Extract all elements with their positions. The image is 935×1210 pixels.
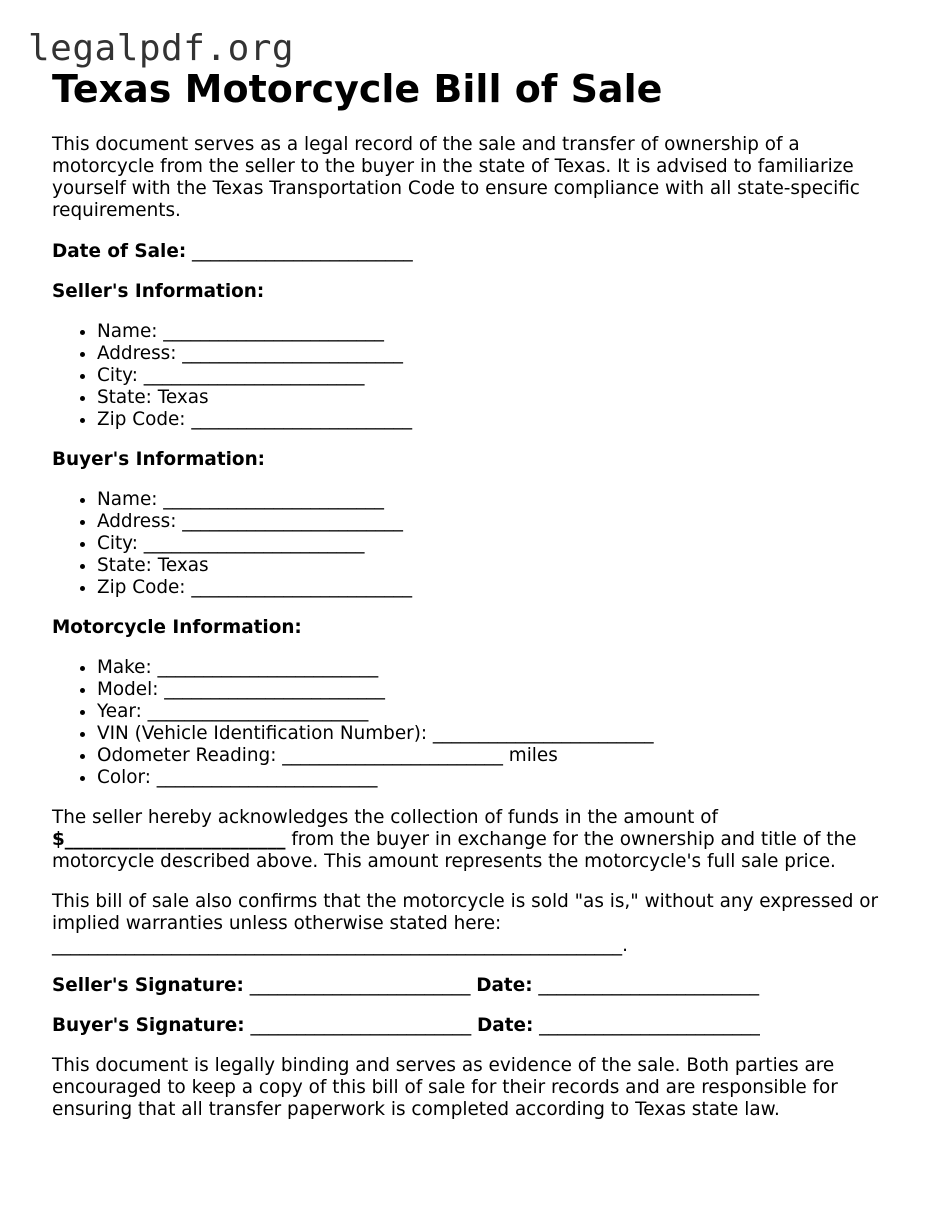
seller-info-list: [52, 321, 892, 431]
date-of-sale-blank: ________________________: [192, 241, 413, 262]
buyer-signature-label: Buyer's Signature:: [52, 1015, 245, 1036]
warranty-paragraph: [52, 891, 892, 957]
warranty-blank: ______________________________________________________________.: [52, 935, 628, 956]
list-item: • Address: ________________________: [97, 511, 892, 533]
seller-signature-label: Seller's Signature:: [52, 975, 244, 996]
list-item: • State: Texas: [97, 387, 892, 409]
buyer-signature-line: [52, 1015, 892, 1037]
list-item: • Model: ________________________: [97, 679, 892, 701]
date-of-sale: [52, 241, 892, 263]
date-of-sale-label: Date of Sale:: [52, 241, 187, 262]
buyer-date-label: Date:: [477, 1015, 534, 1036]
payment-rest: from the buyer in exchange for the ownership and title of the motorcycle described above. This amount represents the motorcycle's full sale price.: [52, 829, 857, 872]
seller-signature-blank: ________________________: [243, 975, 477, 996]
list-item: • Zip Code: ________________________: [97, 409, 892, 431]
list-item: • Odometer Reading: ________________________ miles: [97, 745, 892, 767]
seller-date-blank: ________________________: [532, 975, 760, 996]
payment-paragraph: [52, 807, 892, 873]
list-item: • State: Texas: [97, 555, 892, 577]
seller-signature-line: [52, 975, 892, 997]
list-item: • Year: ________________________: [97, 701, 892, 723]
buyer-date-blank: ________________________: [533, 1015, 760, 1036]
list-item: • Name: ________________________: [97, 321, 892, 343]
watermark: legalpdf.org: [28, 28, 295, 69]
warranty-text: This bill of sale also confirms that the motorcycle is sold "as is," without any expressed or implied warranties unless otherwise stated here:: [52, 891, 879, 934]
document-body: [52, 66, 892, 1121]
buyer-info-heading: Buyer's Information:: [52, 449, 266, 470]
list-item: • City: ________________________: [97, 533, 892, 555]
intro-paragraph: This document serves as a legal record of the sale and transfer of ownership of a motorcycle from the seller to the buyer in the state of Texas. It is advised to familiarize yourself with the Texas Transportation Code to ensure compliance with all state-specific requirements.: [52, 134, 860, 221]
list-item: • Color: ________________________: [97, 767, 892, 789]
seller-info-heading: Seller's Information:: [52, 281, 265, 302]
buyer-signature-blank: ________________________: [244, 1015, 478, 1036]
motorcycle-info-heading: Motorcycle Information:: [52, 617, 302, 638]
seller-date-label: Date:: [476, 975, 533, 996]
list-item: • Address: ________________________: [97, 343, 892, 365]
list-item: • Name: ________________________: [97, 489, 892, 511]
buyer-info-list: [52, 489, 892, 599]
motorcycle-info-list: [52, 657, 892, 789]
payment-amount-blank: $________________________: [52, 829, 286, 850]
list-item: • Zip Code: ________________________: [97, 577, 892, 599]
payment-lead: The seller hereby acknowledges the collection of funds in the amount of: [52, 807, 718, 828]
list-item: • VIN (Vehicle Identification Number): ________________________: [97, 723, 892, 745]
closing-paragraph: This document is legally binding and serves as evidence of the sale. Both parties are encouraged to keep a copy of this bill of sale for their records and are responsible for ensuring that all transfer paperwork is completed according to Texas state law.: [52, 1055, 838, 1120]
page-title: Texas Motorcycle Bill of Sale: [52, 67, 663, 111]
list-item: • Make: ________________________: [97, 657, 892, 679]
list-item: • City: ________________________: [97, 365, 892, 387]
